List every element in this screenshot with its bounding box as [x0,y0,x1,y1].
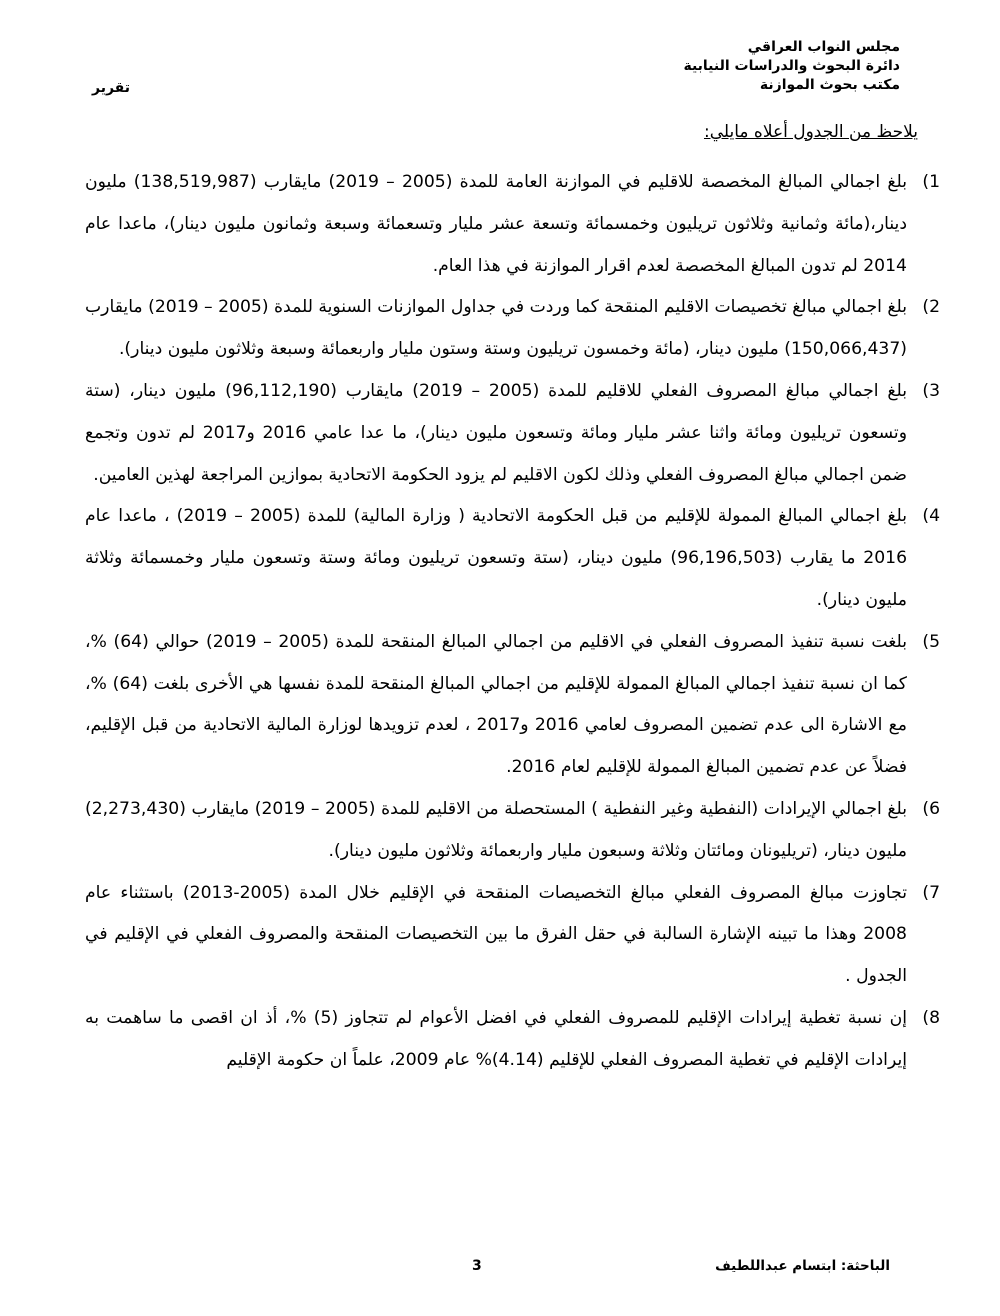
item-text: بلغ اجمالي الإيرادات (النفطية وغير النفطية ) المستحصلة من الاقليم للمدة (2005 – 2019) مايقارب (2,273,430) مليون دينار، (تريليونان ومائتان وثلاثة وسبعون مليار واربعمائة وثلاثون مليون دينار). [85,798,907,861]
item-text: بلغ اجمالي المبالغ الممولة للإقليم من قبل الحكومة الاتحادية ( وزارة المالية) للمدة (2005 – 2019) ، ماعدا عام 2016 ما يقارب (96,196,503) مليون دينار، (ستة وتسعون تريليون ومائة وستة وتسعون مليار وخمسمائة وثلاثة مليون دينار). [85,506,908,610]
list-item [85,371,940,496]
item-number: 1) [922,172,940,192]
list-item [85,162,940,287]
intro-heading: يلاحظ من الجدول أعلاه مايلي: [703,122,918,142]
item-number: 8) [922,1007,940,1028]
item-number: 5) [922,631,940,652]
institution-header [683,38,900,95]
list-item [85,496,940,621]
item-number: 4) [922,506,940,527]
item-number: 7) [922,882,940,903]
page-number: 3 [472,1258,482,1274]
item-number: 2) [922,297,940,318]
list-item [85,998,940,1082]
list-item [85,789,940,873]
department-name: دائرة البحوث والدراسات النيابية [683,58,900,74]
item-text: إن نسبة تغطية إيرادات الإقليم للمصروف الفعلي في افضل الأعوام لم تتجاوز (5) %، أذ ان اقصى ما ساهمت به إيرادات الإقليم في تغطية المصروف الفعلي للإقليم (4.14)% عام 2009، علماً ان حكومة الإقليم [85,1007,907,1070]
author-line: الباحثة: ابتسام عبداللطيف [715,1258,890,1274]
item-number: 3) [922,380,940,401]
list-item [85,287,940,371]
institution-name: مجلس النواب العراقي [747,39,900,55]
item-text: بلغت نسبة تنفيذ المصروف الفعلي في الاقليم من اجمالي المبالغ المنقحة للمدة (2005 – 2019) حوالي (64) %، كما ان نسبة تنفيذ اجمالي المبالغ الممولة للإقليم من اجمالي المبالغ المنقحة للمدة نفسها هي الأخرى بلغت (64) %، مع الاشارة الى عدم تضمين المصروف لعامي 2016 و2017 ، لعدم تزويدها لوزارة المالية الاتحادية من قبل الإقليم، فضلاً عن عدم تضمين المبالغ الممولة للإقليم لعام 2016. [85,631,907,778]
document-type-label: تقرير [92,80,131,96]
list-item [85,873,940,998]
item-number: 6) [922,798,940,819]
item-text: بلغ اجمالي مبالغ المصروف الفعلي للاقليم للمدة (2005 – 2019) مايقارب (96,112,190) مليون دينار، (ستة وتسعون تريليون ومائة واثنا عشر مليار ومائة وتسعون مليون دينار)، ما عدا عامي 2016 و2017 لم تدون وتجمع ضمن اجمالي مبالغ المصروف الفعلي وذلك لكون الاقليم لم يزود الحكومة الاتحادية بموازين المراجعة لهذين العامين. [85,380,907,485]
item-text: تجاوزت مبالغ المصروف الفعلي مبالغ التخصيصات المنقحة في الإقليم خلال المدة (2005-2013) باستثناء عام 2008 وهذا ما تبينه الإشارة السالبة في حقل الفرق ما بين التخصيصات المنقحة والمصروف الفعلي في الإقليم في الجدول . [85,882,907,987]
findings-list [85,162,940,1082]
item-text: بلغ اجمالي مبالغ تخصيصات الاقليم المنقحة كما وردت في جداول الموازنات السنوية للمدة (2005 – 2019) مايقارب (150,066,437) مليون دينار، (مائة وخمسون تريليون وستة وستون مليار واربعمائة وسبعة وثلاثون مليون دينار). [85,297,907,360]
list-item [85,622,940,789]
item-text: بلغ اجمالي المبالغ المخصصة للاقليم في الموازنة العامة للمدة (2005 – 2019) مايقارب (138,519,987) مليون دينار،(مائة وثمانية وثلاثون تريليون وخمسمائة وتسعة عشر مليار وتسعمائة وسبعة وثمانون مليون دينار)، ماعدا عام 2014 لم تدون المبالغ المخصصة لعدم اقرار الموازنة في هذا العام. [85,172,907,276]
office-name: مكتب بحوث الموازنة [759,77,900,93]
